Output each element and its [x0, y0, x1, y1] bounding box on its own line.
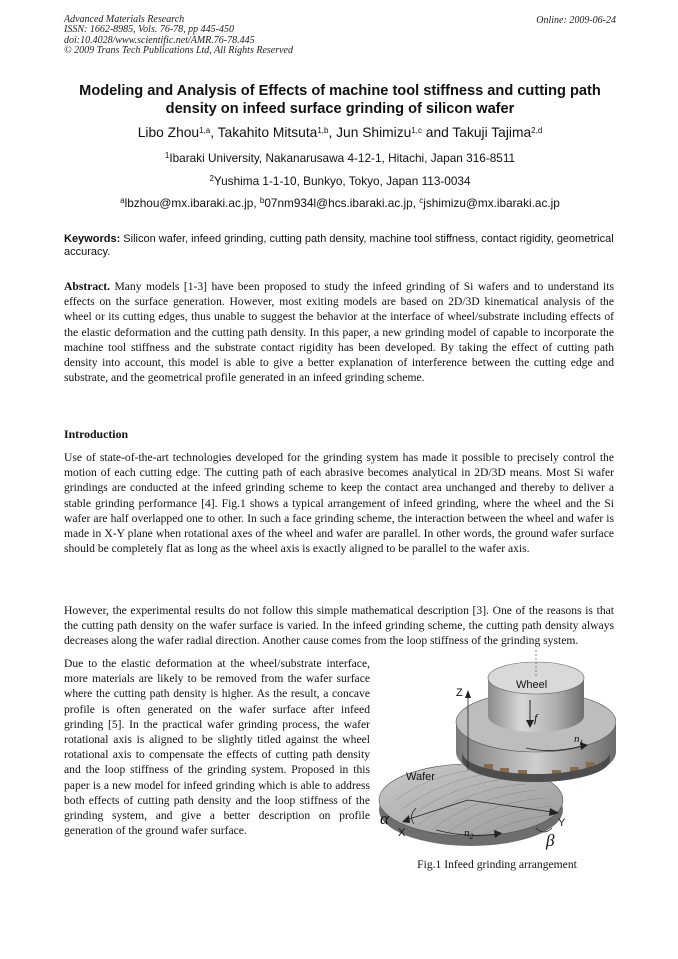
journal-name: Advanced Materials Research: [64, 14, 185, 25]
journal-header: [64, 15, 293, 57]
figure-1-caption: Fig.1 Infeed grinding arrangement: [417, 858, 577, 871]
intro-paragraph-1: Use of state-of-the-art technologies developed for the grinding system has made it possible to precisely control the motion of each cutting edge. The cutting path of each abrasive becomes analytical in 2D/3D means. Most Si wafer grindings are conducted at the infeed grinding scheme to keep the contact area unchanged and thereby to deliver a stable grinding performance [4]. Fig.1 shows a typical arrangement of infeed grinding, where the wheel and the Si wafer are half overlapped one to other. In such a face grinding scheme, the interaction between the wheel and wafer is made in X-Y plane when rotational axes of the wheel and wafer are parallel. In other words, the ground wafer surface should be completely flat as long as the wheel axis is exactly aligned to be parallel to the wafer axis.: [64, 451, 614, 556]
label-wheel: Wheel: [516, 679, 548, 691]
label-n1-n: n: [574, 733, 580, 745]
copyright-line: © 2009 Trans Tech Publications Ltd, All Rights Reserved: [64, 45, 293, 57]
email-marker: b: [259, 196, 265, 205]
label-alpha: α: [380, 809, 389, 828]
label-z-axis: Z: [456, 687, 463, 699]
intro-paragraph-3: Due to the elastic deformation at the wheel/substrate interface, more materials are likely to be removed from the wafer surface where the cutting path density is higher. As the result, a concave profile is often generated on the wafer surface after infeed grinding [5]. In the practical wafer grinding process, the wafer rotational axis is aligned to be slightly titled against the wheel rotational axis to compensate the effects of cutting path density and the loop stiffness of the grinding system. Proposed in this paper is a new model for infeed grinding which is able to address both effects of cutting path density and the loop stiffness of the grinding system, and give a better description on profile generation of the ground wafer surface.: [64, 657, 370, 838]
author-affiliation-marker: 1,a: [199, 126, 211, 135]
author-affiliation-marker: 2,d: [531, 126, 543, 135]
affiliation-2-marker: 2: [209, 174, 214, 183]
label-x-axis: X: [398, 827, 406, 839]
label-y-axis: Y: [558, 817, 566, 829]
email-separator: ,: [253, 196, 260, 210]
email-marker: c: [419, 196, 424, 205]
label-n1-sub: 1: [579, 738, 584, 747]
abstract: [64, 279, 614, 385]
keywords-label: Keywords:: [64, 233, 121, 245]
keywords: [64, 233, 616, 259]
label-beta: β: [546, 831, 555, 850]
keywords-text: Silicon wafer, infeed grinding, cutting path density, machine tool stiffness, contact rigidity, geometrical accuracy.: [64, 233, 614, 258]
email-address[interactable]: jshimizu@mx.ibaraki.ac.jp: [423, 196, 560, 210]
affiliation-1-marker: 1: [164, 151, 170, 160]
author-name: Takahito Mitsuta: [217, 125, 318, 140]
label-feed-f: f: [534, 711, 538, 725]
abstract-text: Many models [1-3] have been proposed to study the infeed grinding of Si wafers and to understand its effects on the surface generation. However, most exiting models are based on 2D/3D kinematical analysis of the wheel or its cutting edges, thus unable to suggest the behavior at the interface of wheel/substrate including effects of the elastic deformation and the cutting path density. In this paper, a new grinding model of capable to incorporate the machine tool stiffness and the substrate contact rigidity has been developed. By taking the effect of cutting path density into account, this model is able to give a better explanation of interference between the cutting edge and substrate, and the geometrical profile generated in an infeed grinding scheme.: [64, 280, 614, 385]
author-name: Libo Zhou: [137, 125, 200, 140]
affiliation-2-text: Yushima 1-1-10, Bunkyo, Tokyo, Japan 113-0034: [213, 174, 471, 188]
z-axis-arrow: [465, 690, 471, 698]
introduction-heading: Introduction: [64, 427, 129, 441]
author-separator: ,: [210, 125, 218, 140]
author-separator: and: [421, 125, 453, 140]
issn-line: ISSN: 1662-8985, Vols. 76-78, pp 445-450: [64, 24, 234, 36]
label-n2-n: n: [464, 827, 470, 839]
paper-title: Modeling and Analysis of Effects of machine tool stiffness and cutting path density on infeed surface grinding of silicon wafer: [79, 83, 601, 117]
author-affiliation-marker: 1,b: [317, 126, 329, 135]
affiliation-1-text: Ibaraki University, Nakanarusawa 4-12-1, Hitachi, Japan 316-8511: [169, 151, 516, 165]
author-list: [64, 124, 616, 141]
figure-1-infeed-grinding-diagram: [376, 650, 616, 852]
intro-paragraph-2: However, the experimental results do not follow this simple mathematical description [3]. One of the reasons is that the cutting path density on the wafer surface is varied. In the infeed grinding scheme, the cutting path density always decreases along the wafer radial direction. Another cause comes from the loop stiffness of the grinding system.: [64, 604, 614, 648]
email-address[interactable]: lbzhou@mx.ibaraki.ac.jp: [124, 196, 254, 210]
author-separator: ,: [328, 125, 337, 140]
author-name: Jun Shimizu: [336, 125, 412, 140]
email-address[interactable]: 07nm934l@hcs.ibaraki.ac.jp: [264, 196, 413, 210]
label-n2-sub: 2: [469, 832, 474, 841]
online-date: Online: 2009-06-24: [536, 15, 616, 26]
author-affiliation-marker: 1,c: [411, 126, 422, 135]
email-separator: ,: [412, 196, 420, 210]
affiliation-2: [64, 174, 616, 188]
abstract-label: Abstract.: [64, 280, 111, 293]
label-wafer: Wafer: [406, 771, 435, 783]
email-list: [64, 196, 616, 210]
doi-line[interactable]: doi:10.4028/www.scientific.net/AMR.76-78.445: [64, 34, 255, 46]
email-marker: a: [120, 196, 125, 205]
affiliation-1: [64, 151, 616, 165]
author-name: Takuji Tajima: [452, 125, 532, 140]
